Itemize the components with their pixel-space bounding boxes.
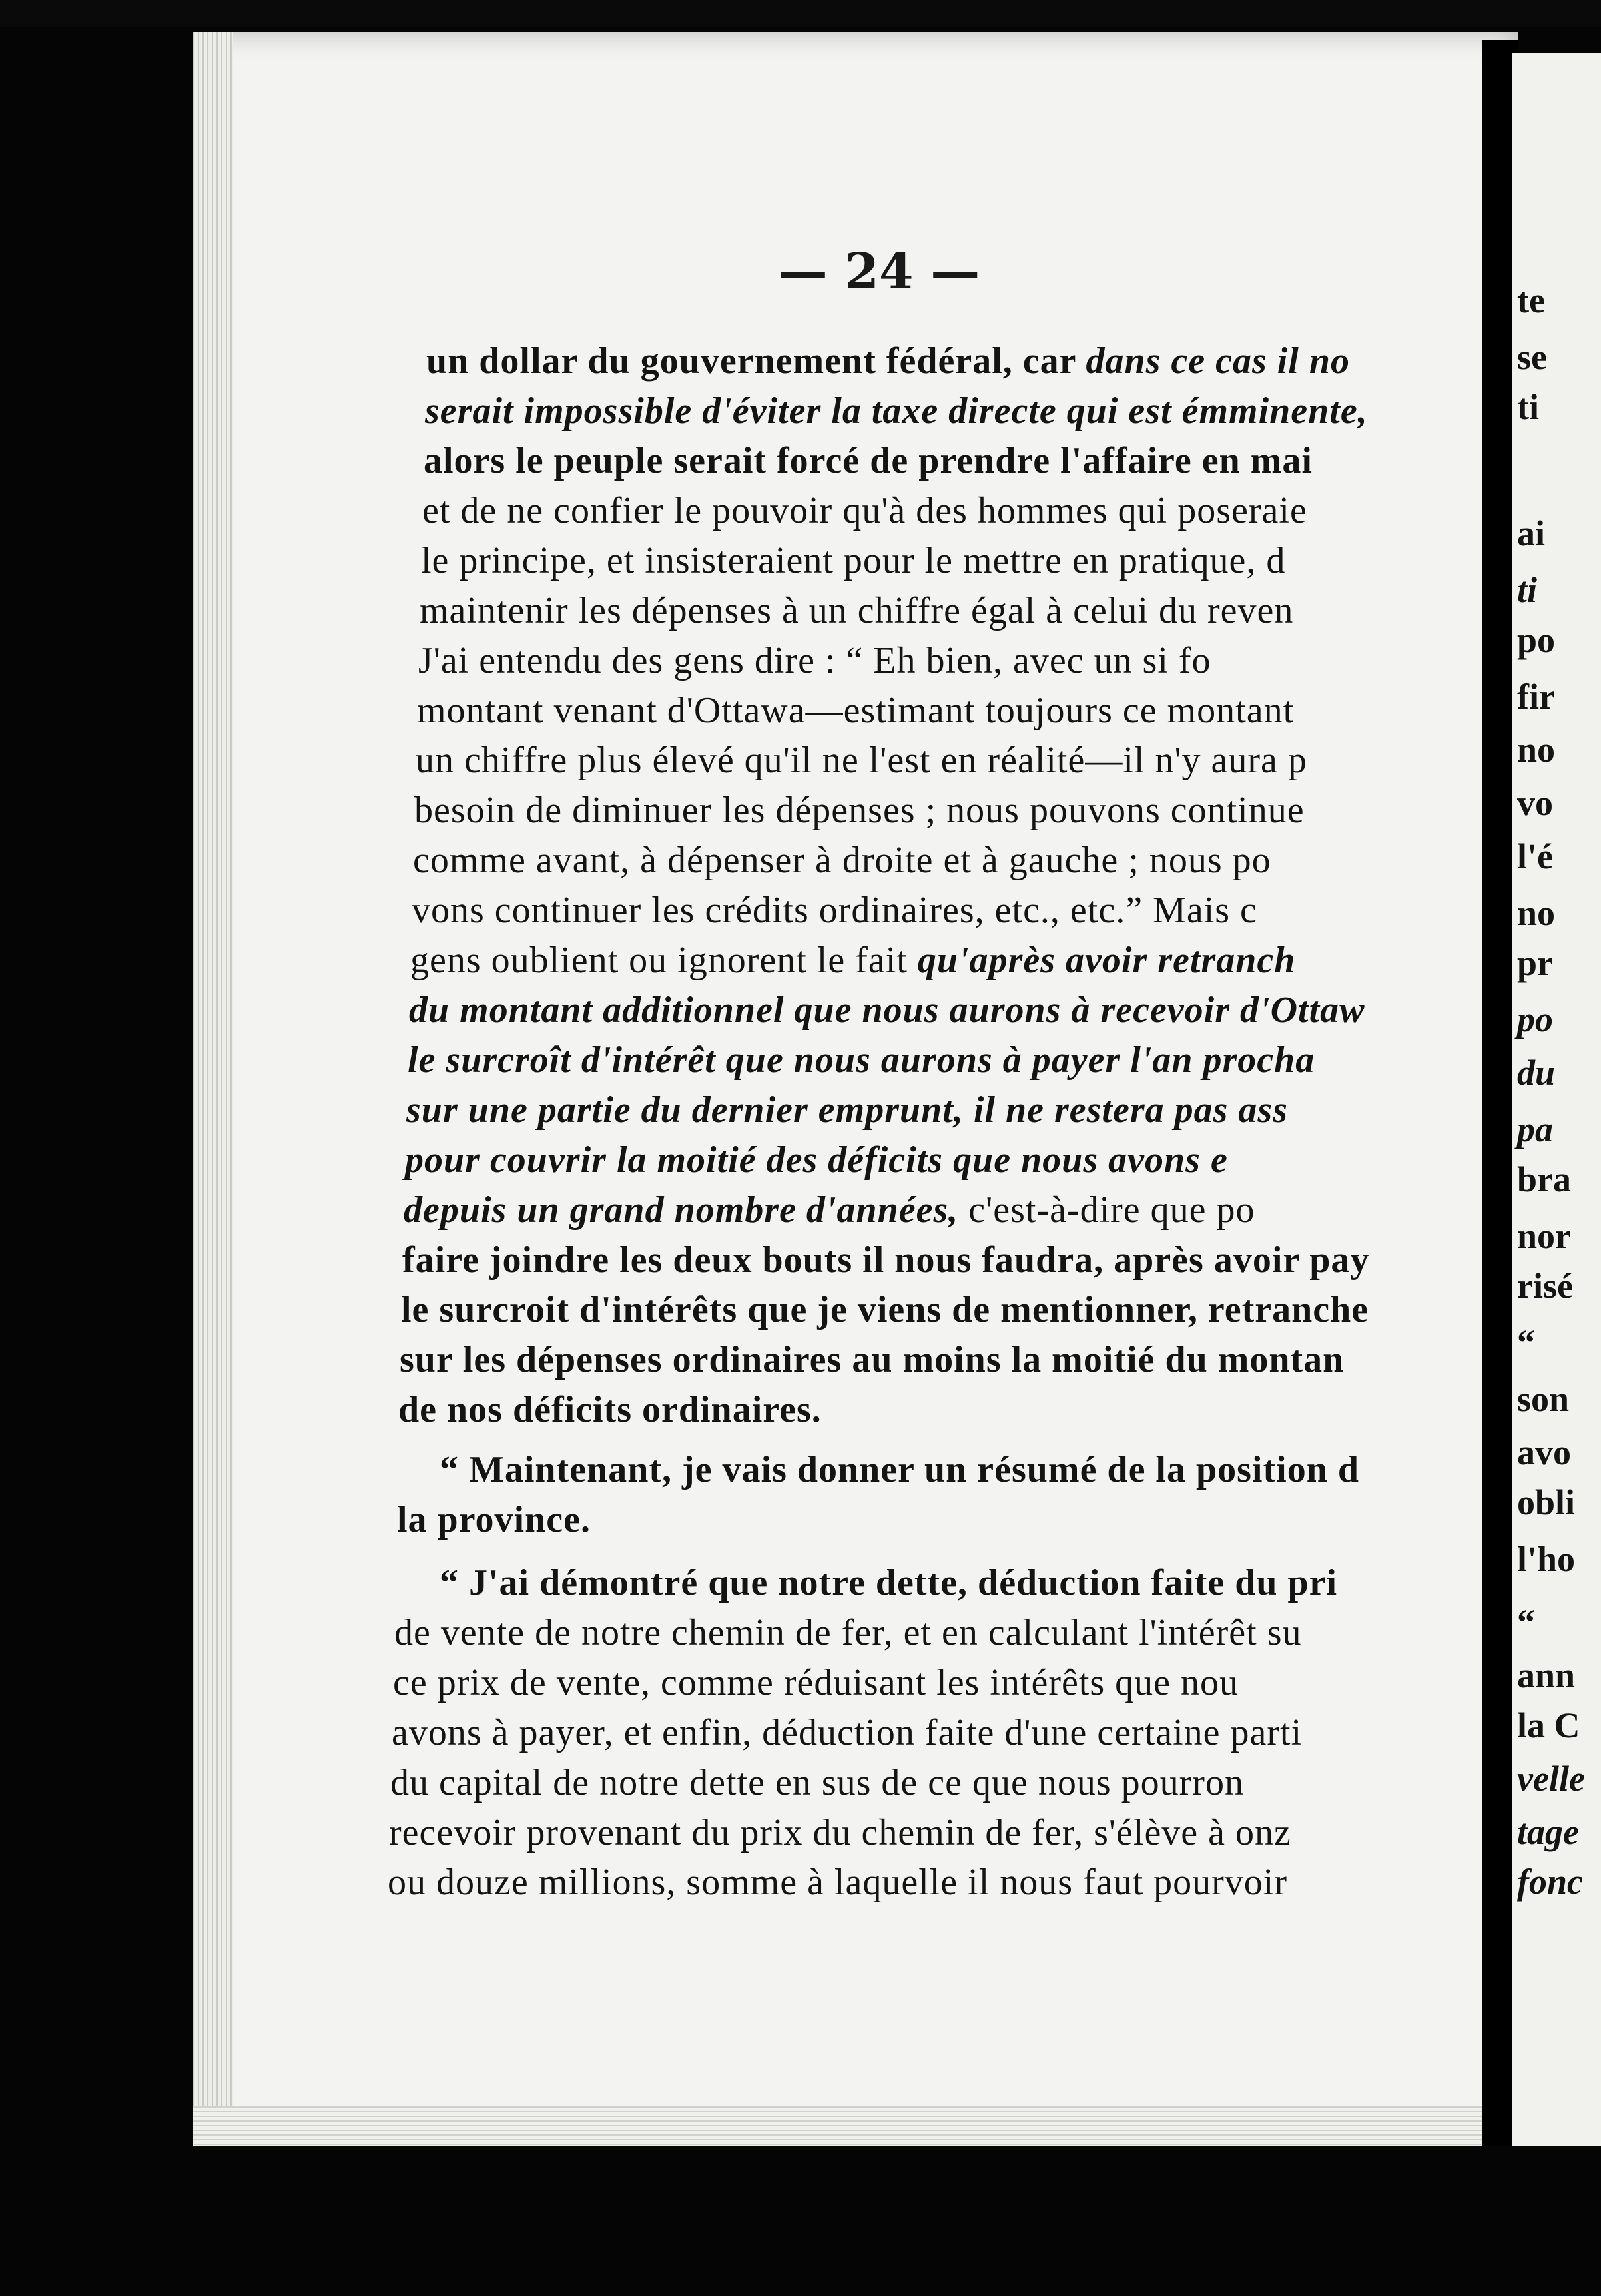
text-line: [440, 1562, 1337, 1604]
text-line: [422, 489, 1307, 532]
text-line: [390, 1761, 1244, 1804]
italic-text: le surcroît d'intérêt que nous aurons à payer l'an procha: [408, 1039, 1315, 1081]
text-line: [404, 1189, 1255, 1231]
text: avons à payer, et enfin, déduction faite d'une certaine parti: [392, 1712, 1303, 1753]
text: le surcroit d'intérêts que je viens de mentionner, retranche: [401, 1289, 1369, 1330]
next-page-fragment: du: [1517, 1053, 1556, 1093]
text: c'est-à-dire que po: [958, 1189, 1255, 1231]
text: faire joindre les deux bouts il nous faudra, après avoir pay: [402, 1239, 1370, 1281]
text: un dollar du gouvernement fédéral, car: [426, 340, 1086, 382]
text: maintenir les dépenses à un chiffre égal à celui du reven: [420, 590, 1294, 631]
next-page-fragment: obli: [1517, 1482, 1576, 1522]
text-line: [394, 1611, 1301, 1654]
text: “ Maintenant, je vais donner un résumé de la position d: [440, 1449, 1359, 1490]
next-page-fragment: fir: [1517, 677, 1555, 717]
page-number: — 24 —: [778, 243, 980, 300]
next-page-fragment: te: [1517, 280, 1545, 320]
text: comme avant, à dépenser à droite et à gauche ; nous po: [413, 840, 1271, 881]
next-page-fragment: ti: [1517, 570, 1538, 610]
text-line: [392, 1711, 1302, 1754]
next-page-fragment: se: [1517, 337, 1547, 377]
text: vons continuer les crédits ordinaires, etc., etc.” Mais c: [412, 890, 1257, 931]
text-line: [412, 889, 1257, 932]
italic-text: dans ce cas il no: [1086, 340, 1351, 382]
text-line: [425, 390, 1368, 432]
text-line: [440, 1448, 1359, 1491]
text-line: [398, 1388, 822, 1431]
text-line: [406, 1089, 1288, 1131]
next-page-fragment: l'ho: [1517, 1539, 1576, 1579]
text-line: [405, 1139, 1228, 1181]
next-page-fragment: no: [1517, 730, 1556, 770]
italic-text: du montant additionnel que nous aurons à recevoir d'Ottaw: [409, 990, 1365, 1031]
next-page-fragment: fonc: [1517, 1862, 1583, 1902]
text-line: [400, 1338, 1344, 1381]
next-page-fragment: vo: [1517, 783, 1553, 823]
next-page-fragment: “: [1517, 1602, 1535, 1642]
next-page-fragment: pr: [1517, 943, 1553, 983]
next-page-fragment: la C: [1517, 1705, 1580, 1745]
next-page-fragment: pa: [1517, 1109, 1553, 1149]
next-page-fragment: nor: [1517, 1216, 1571, 1256]
text: alors le peuple serait forcé de prendre l'affaire en mai: [424, 440, 1313, 481]
text: besoin de diminuer les dépenses ; nous pouvons continue: [414, 790, 1305, 831]
text-line: [416, 739, 1307, 782]
text-line: [421, 539, 1285, 582]
text-line: [393, 1661, 1239, 1704]
text-line: [401, 1289, 1369, 1331]
text-line: [424, 439, 1313, 482]
text-line: [426, 340, 1350, 382]
italic-text: sur une partie du dernier emprunt, il ne restera pas ass: [406, 1089, 1288, 1131]
text: gens oublient ou ignorent le fait: [410, 940, 918, 981]
text-line: [417, 689, 1294, 732]
text-line: [420, 589, 1293, 632]
text: ce prix de vente, comme réduisant les intérêts que nou: [393, 1662, 1239, 1703]
next-page-fragment: risé: [1517, 1266, 1573, 1306]
text: du capital de notre dette en sus de ce que nous pourron: [390, 1762, 1244, 1803]
next-page-fragment: ann: [1517, 1655, 1576, 1695]
text: montant venant d'Ottawa—estimant toujours ce montant: [417, 690, 1295, 731]
text: “ J'ai démontré que notre dette, déduction faite du pri: [440, 1562, 1338, 1603]
text-line: [389, 1811, 1291, 1854]
next-page-fragment: “: [1517, 1322, 1535, 1362]
text: le principe, et insisteraient pour le mettre en pratique, d: [421, 540, 1286, 581]
next-page-fragment: son: [1517, 1379, 1570, 1419]
next-page-fragment: ti: [1517, 387, 1539, 427]
next-page-fragment: po: [1517, 620, 1556, 660]
text-line: [388, 1861, 1287, 1904]
text: ou douze millions, somme à laquelle il nous faut pourvoir: [388, 1862, 1287, 1903]
text: de vente de notre chemin de fer, et en calculant l'intérêt su: [394, 1612, 1302, 1653]
text-line: [414, 789, 1305, 832]
italic-text: serait impossible d'éviter la taxe directe qui est émminente,: [425, 390, 1368, 431]
text: sur les dépenses ordinaires au moins la moitié du montan: [400, 1339, 1345, 1380]
italic-text: pour couvrir la moitié des déficits que nous avons e: [405, 1139, 1228, 1181]
next-page-fragment: ai: [1517, 513, 1546, 553]
text: un chiffre plus élevé qu'il ne l'est en réalité—il n'y aura p: [416, 740, 1307, 781]
text: recevoir provenant du prix du chemin de fer, s'élève à onz: [389, 1812, 1291, 1853]
next-page-fragment: velle: [1517, 1759, 1585, 1799]
next-page-fragment: avo: [1517, 1432, 1571, 1472]
text-line: [413, 839, 1271, 882]
text-line: [402, 1239, 1369, 1281]
italic-text: depuis un grand nombre d'années,: [404, 1189, 959, 1231]
text: et de ne confier le pouvoir qu'à des hommes qui poseraie: [422, 490, 1307, 531]
text-line: [418, 639, 1211, 682]
text: la province.: [397, 1499, 591, 1540]
next-page-fragment: no: [1517, 893, 1556, 933]
next-page-edge: [1512, 53, 1601, 2296]
text: de nos déficits ordinaires.: [398, 1389, 822, 1430]
next-page-fragment: l'é: [1517, 836, 1553, 876]
next-page-fragment: po: [1517, 1000, 1553, 1039]
scan-border-bottom: [0, 2146, 1601, 2296]
text-line: [397, 1498, 591, 1541]
text-line: [410, 939, 1295, 982]
text-line: [409, 989, 1365, 1031]
next-page-fragment: bra: [1517, 1159, 1571, 1199]
text-line: [408, 1039, 1315, 1081]
next-page-fragment: tage: [1517, 1812, 1579, 1852]
italic-text: qu'après avoir retranch: [917, 940, 1296, 981]
text: J'ai entendu des gens dire : “ Eh bien, avec un si fo: [418, 640, 1211, 681]
